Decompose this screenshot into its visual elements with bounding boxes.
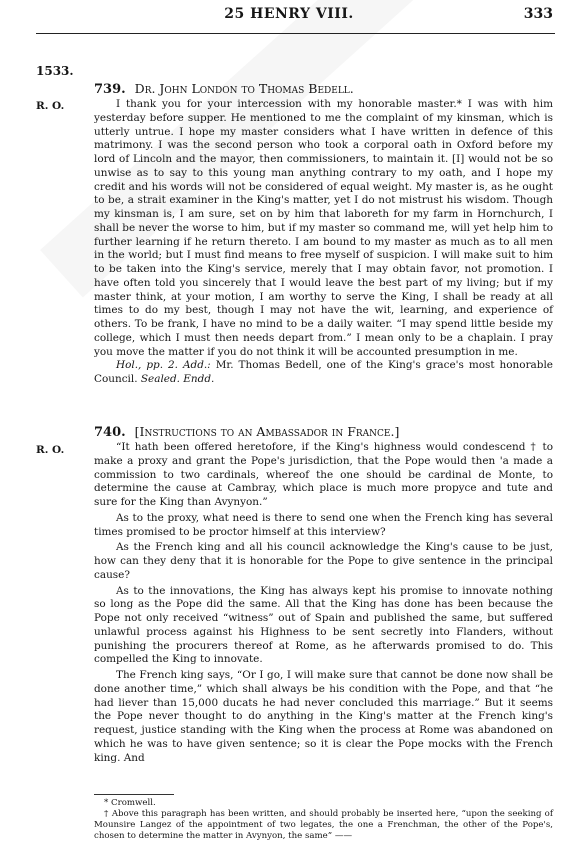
entry-heading-740 — [94, 424, 553, 440]
footnote-rule — [94, 794, 174, 795]
margin-mark-record-office: R. O. — [36, 444, 65, 456]
paragraph: As to the innovations, the King has always kept his promise to innovate nothing so long as the Pope did the same. All that the King has done has been because the Pope not only received “witness” out of Spain and published the same, but suffered unlawful process against his Highness to be sent secretly into Flanders, without punishing the procurers thereof at Rome, as he afterwards promised to do. This compelled the King to innovate. — [94, 584, 553, 666]
paragraph: “It hath been offered heretofore, if the King's highness would condescend † to make a proxy and grant the Pope's jurisdiction, that the Pope would then 'a made a commission to two cardinals, whereof the one should be cardinal de Monte, to determine the cause at Cambray, which place is much more propyce and tute and sure for the King than Avynyon.” — [94, 441, 553, 508]
entry-title: Dr. John London to Thomas Bedell. — [134, 81, 354, 96]
year-marker: 1533. — [36, 64, 74, 78]
page-number: 333 — [523, 6, 553, 22]
paragraph: As to the proxy, what need is there to send one when the French king has several times promised to be proctor himself at this interview? — [94, 511, 553, 538]
endnote-address: Mr. Thomas Bedell, one of the King's grace's most honorable Council. — [94, 359, 553, 385]
entry-body-740 — [94, 441, 553, 765]
paragraph: I thank you for your intercession with my honorable master.* I was with him yesterday before supper. He mentioned to me the complaint of my kinsman, which is utterly untrue. I hope my master considers what I have written in defence of this matrimony. I was the second person who took a corporal oath in Oxford before my lord of Lincoln and the mayor, then commissioners, to maintain it. [I] would not be so unwise as to say to this young man anything contrary to my oath, and I hope my credit and his words will not be considered of equal weight. My master is, as he ought to be, a strait examiner in the King's matter, yet I do not mistrust his wisdom. Though my kinsman is, I am sure, set on by him that laboreth for my farm in Hornchurch, I shall be never the worse to him, but if my master so command me, will yet help him to further learning if he return thereto. I am bound to my master as much as to all men in the world; but I must find means to free myself of suspicion. I will make suit to him to be taken into the King's service, merely that I may obtain favor, not promotion. I have often told you sincerely that I would leave the best part of my living; but if my master think, at your motion, I am worthy to serve the King, I shall be ready at all times to do my best, though I may not have the wit, learning, and experience of others. To be frank, I have no mind to be a daily waiter. “I may spend little beside my college, which I must then needs depart from.” I mean only to be a chaplain. I pray you move the matter if you do not think it will be accounted presumption in me. — [94, 98, 553, 358]
endnote-sealed: Sealed. — [140, 373, 180, 385]
header-rule — [36, 33, 555, 34]
endnote-hol: Hol., — [116, 359, 142, 372]
entry-title: [Instructions to an Ambassador in France.] — [134, 424, 400, 439]
endnote-add-label: Add.: — [182, 359, 211, 372]
paragraph: The French king says, “Or I go, I will make sure that cannot be done now shall be done another time,” which shall always be his condition with the Pope, and that “he had liever than 15,000 ducats he had never concluded this marriage.” But it seems the Pope never thought to do anything in the King's matter at the French king's request, justice standing with the King when the process at Rome was abandoned on which he was to have given sentence; so it is clear the Pope mocks with the French king. And — [94, 669, 553, 764]
endnote-pages: pp. 2. — [146, 359, 178, 372]
running-title: 25 HENRY VIII. — [224, 6, 354, 22]
entry-number: 740. — [94, 425, 126, 440]
footnotes — [94, 798, 553, 842]
margin-mark-record-office: R. O. — [36, 100, 65, 112]
entry-endnote — [94, 359, 553, 387]
endnote-endorsed: Endd. — [183, 373, 215, 385]
footnote: † Above this paragraph has been written, and should probably be inserted here, “upon the seeking of Mounsire Langez of the appointment of two legates, the one a Frenchman, the other of the Pope's, chosen to determine the matter in Avynyon, the same” —— — [94, 809, 553, 841]
footnote: * Cromwell. — [104, 798, 156, 808]
entry-heading-739 — [94, 81, 553, 97]
page-header — [0, 0, 567, 60]
entry-number: 739. — [94, 82, 126, 97]
paragraph: As the French king and all his council acknowledge the King's cause to be just, how can they deny that it is honorable for the Pope to give sentence in the principal cause? — [94, 541, 553, 581]
entry-body-739 — [94, 98, 553, 387]
